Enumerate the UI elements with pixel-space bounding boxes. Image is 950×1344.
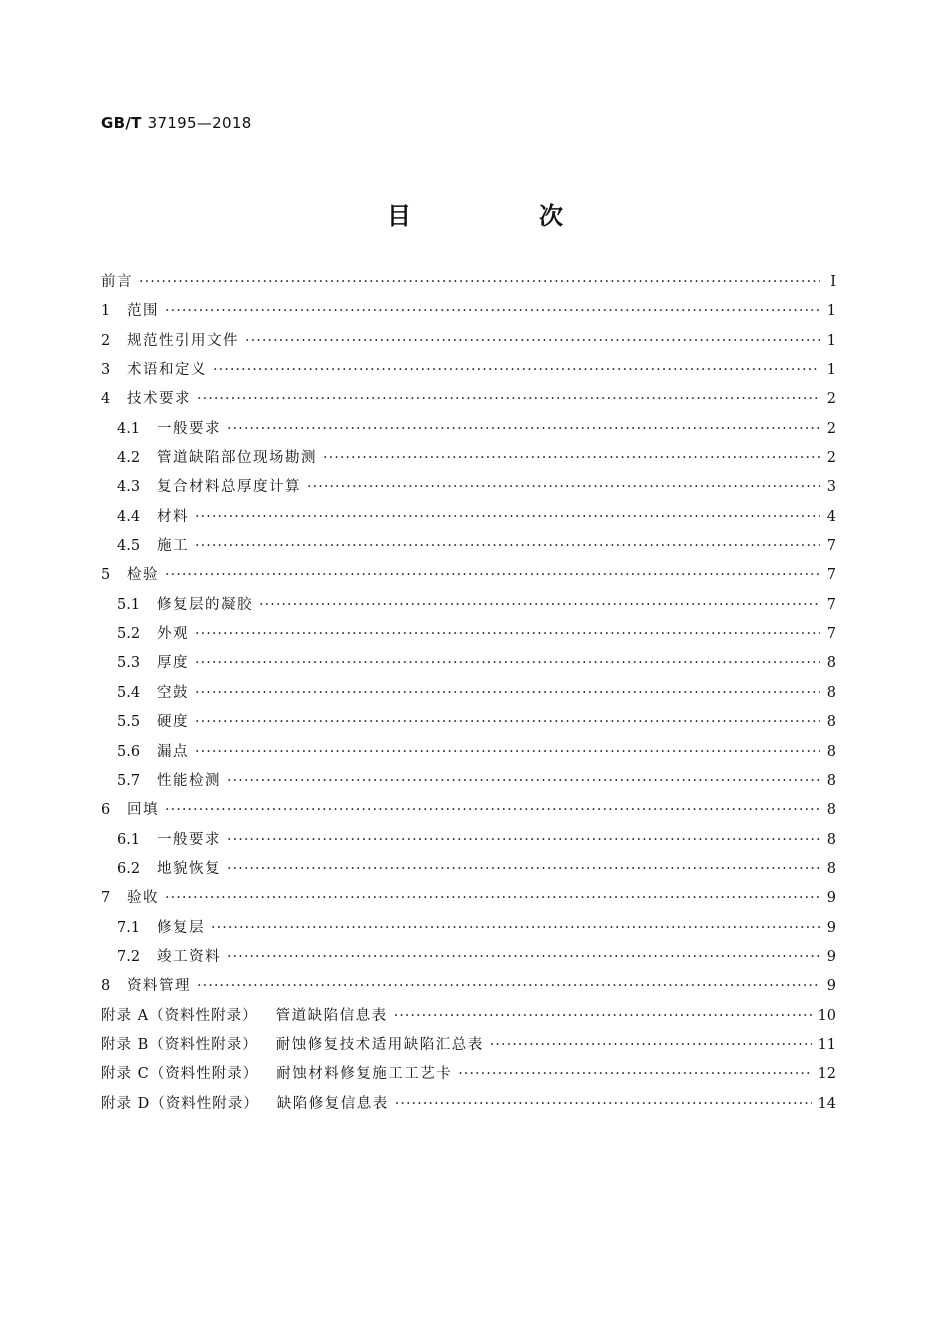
toc-entry-number: 5 — [101, 567, 111, 584]
toc-leader-dots — [227, 861, 820, 877]
toc-annex-entry[interactable] — [101, 1033, 836, 1062]
toc-leader-dots — [211, 920, 820, 936]
toc-entry[interactable] — [101, 886, 836, 915]
toc-entry-number: 3 — [101, 362, 111, 379]
toc-entry[interactable] — [101, 387, 836, 416]
toc-entry-number: 5.6 — [117, 743, 141, 760]
toc-entry[interactable] — [101, 798, 836, 827]
toc-leader-dots — [227, 832, 820, 848]
toc-entry[interactable] — [101, 916, 836, 945]
toc-leader-dots — [197, 978, 820, 994]
toc-entry[interactable] — [101, 593, 836, 622]
toc-entry-number: 1 — [101, 303, 111, 320]
annex-page: 10 — [817, 1007, 836, 1024]
toc-entry-label: 厚度 — [157, 655, 189, 672]
annex-title: 缺陷修复信息表 — [276, 1095, 389, 1112]
toc-entry[interactable] — [101, 710, 836, 739]
toc-entry-number: 7.1 — [117, 919, 141, 936]
toc-entry-page: 2 — [826, 420, 836, 437]
toc-entry-label: 竣工资料 — [157, 948, 221, 965]
toc-entry-number: 8 — [101, 978, 111, 995]
toc-entry-label: 复合材料总厚度计算 — [157, 479, 301, 496]
toc-entry-page: 8 — [826, 655, 836, 672]
toc-entry-page: 8 — [826, 860, 836, 877]
toc-entry-page: 7 — [826, 596, 836, 613]
toc-entry-page: I — [830, 274, 836, 290]
toc-entry-number: 6.1 — [117, 831, 141, 848]
toc-leader-dots — [213, 362, 820, 378]
annex-label: 附录 A（资料性附录） — [101, 1007, 258, 1024]
toc-entry-page: 1 — [826, 332, 836, 349]
toc-entry-page: 7 — [826, 626, 836, 643]
annex-page: 14 — [817, 1095, 836, 1112]
toc-entry-page: 8 — [826, 714, 836, 731]
toc-leader-dots — [195, 714, 820, 730]
toc-entry-label: 资料管理 — [127, 978, 191, 995]
toc-entry-label: 回填 — [127, 802, 159, 819]
toc-entry-label: 修复层的凝胶 — [157, 596, 253, 613]
toc-leader-dots — [307, 479, 820, 495]
toc-entry-label: 性能检测 — [157, 772, 221, 789]
toc-entry-label: 空鼓 — [157, 684, 189, 701]
toc-entry-page: 7 — [826, 538, 836, 555]
toc-entry[interactable] — [101, 475, 836, 504]
toc-entry-label: 前言 — [101, 274, 133, 290]
toc-leader-dots — [139, 274, 820, 290]
toc-entry-number: 2 — [101, 332, 111, 349]
toc-entry-page: 1 — [826, 362, 836, 379]
toc-entry-number: 5.7 — [117, 772, 141, 789]
toc-entry-page: 2 — [826, 391, 836, 408]
toc-heading: 目 次 — [387, 202, 615, 230]
toc-entry-number: 5.4 — [117, 684, 141, 701]
toc-entry-label: 术语和定义 — [127, 362, 207, 379]
toc-entry-page: 2 — [826, 450, 836, 467]
annex-title: 耐蚀材料修复施工工艺卡 — [276, 1066, 453, 1083]
toc-leader-dots — [165, 567, 820, 583]
toc-entry-number: 4.4 — [117, 508, 141, 525]
annex-label: 附录 D（资料性附录） — [101, 1095, 259, 1112]
toc-entry-label: 检验 — [127, 567, 159, 584]
toc-entry-label: 硬度 — [157, 714, 189, 731]
toc-entry-number: 7 — [101, 890, 111, 907]
toc-entry-page: 9 — [826, 890, 836, 907]
toc-entry[interactable] — [101, 329, 836, 358]
toc-annex-entry[interactable] — [101, 1062, 836, 1091]
toc-leader-dots — [245, 333, 820, 349]
toc-annex-entry[interactable] — [101, 1092, 836, 1121]
toc-leader-dots — [395, 1096, 812, 1112]
annex-label: 附录 B（资料性附录） — [101, 1036, 258, 1053]
toc-entry[interactable] — [101, 974, 836, 1003]
toc-entry[interactable] — [101, 563, 836, 592]
toc-leader-dots — [165, 890, 820, 906]
toc-entry-number: 6 — [101, 802, 111, 819]
toc-leader-dots — [195, 685, 820, 701]
toc-entry-page: 8 — [826, 831, 836, 848]
toc-leader-dots — [323, 450, 820, 466]
toc-entry-page: 8 — [826, 684, 836, 701]
annex-title: 耐蚀修复技术适用缺陷汇总表 — [275, 1036, 484, 1053]
toc-entry-number: 4.2 — [117, 450, 141, 467]
toc-entry[interactable] — [101, 857, 836, 886]
toc-entry[interactable] — [101, 740, 836, 769]
toc-entry-page: 8 — [826, 772, 836, 789]
annex-page: 11 — [817, 1036, 836, 1053]
toc-entry-page: 9 — [826, 948, 836, 965]
toc-entry-label: 漏点 — [157, 743, 189, 760]
toc-entry-label: 规范性引用文件 — [127, 332, 239, 349]
toc-leader-dots — [195, 626, 820, 642]
toc-entry-page: 3 — [826, 479, 836, 496]
annex-page: 12 — [817, 1066, 836, 1083]
toc-entry-label: 外观 — [157, 626, 189, 643]
toc-leader-dots — [195, 538, 820, 554]
toc-entry-number: 4 — [101, 391, 111, 408]
toc-entry-number: 5.5 — [117, 714, 141, 731]
toc-entry-label: 验收 — [127, 890, 159, 907]
toc-entry-number: 4.5 — [117, 538, 141, 555]
toc-leader-dots — [458, 1066, 811, 1082]
toc-entry-number: 5.2 — [117, 626, 141, 643]
toc-entry[interactable] — [101, 534, 836, 563]
toc-entry[interactable] — [101, 651, 836, 680]
annex-title: 管道缺陷信息表 — [275, 1007, 388, 1024]
toc-leader-dots — [195, 744, 820, 760]
toc-leader-dots — [197, 391, 820, 407]
toc-leader-dots — [165, 802, 820, 818]
toc-entry-number: 4.1 — [117, 420, 141, 437]
toc-entry-number: 4.3 — [117, 479, 141, 496]
toc-entry-page: 7 — [826, 567, 836, 584]
toc-entry[interactable] — [101, 299, 836, 328]
toc-entry-page: 9 — [826, 919, 836, 936]
toc-entry[interactable] — [101, 270, 836, 299]
toc-entry-number: 6.2 — [117, 860, 141, 877]
toc-entry[interactable] — [101, 828, 836, 857]
toc-entry-label: 管道缺陷部位现场勘测 — [157, 450, 317, 467]
toc-entry[interactable] — [101, 945, 836, 974]
toc-entry[interactable] — [101, 446, 836, 475]
toc-entry-page: 4 — [826, 508, 836, 525]
toc-leader-dots — [259, 597, 820, 613]
toc-entry-label: 材料 — [157, 508, 189, 525]
toc-entry[interactable] — [101, 681, 836, 710]
toc-entry-label: 一般要求 — [157, 831, 221, 848]
toc-leader-dots — [394, 1008, 812, 1024]
table-of-contents — [101, 270, 836, 1121]
toc-entry-label: 范围 — [127, 303, 159, 320]
toc-entry-label: 技术要求 — [127, 391, 191, 408]
toc-leader-dots — [195, 655, 820, 671]
toc-leader-dots — [490, 1037, 812, 1053]
document-prefix: GB/T — [101, 114, 142, 132]
toc-leader-dots — [195, 509, 820, 525]
toc-entry-page: 8 — [826, 743, 836, 760]
toc-leader-dots — [227, 773, 820, 789]
toc-entry[interactable] — [101, 358, 836, 387]
toc-entry-number: 5.3 — [117, 655, 141, 672]
toc-entry-page: 8 — [826, 802, 836, 819]
toc-entry-label: 地貌恢复 — [157, 860, 221, 877]
document-number — [101, 114, 252, 132]
toc-leader-dots — [165, 303, 820, 319]
toc-entry-number: 7.2 — [117, 948, 141, 965]
toc-leader-dots — [227, 421, 820, 437]
toc-leader-dots — [227, 949, 820, 965]
toc-entry-label: 一般要求 — [157, 420, 221, 437]
toc-entry[interactable] — [101, 417, 836, 446]
toc-entry[interactable] — [101, 505, 836, 534]
toc-entry-label: 修复层 — [157, 919, 205, 936]
toc-entry[interactable] — [101, 622, 836, 651]
toc-entry-number: 5.1 — [117, 596, 141, 613]
toc-entry-page: 1 — [826, 303, 836, 320]
toc-entry[interactable] — [101, 769, 836, 798]
toc-annex-entry[interactable] — [101, 1004, 836, 1033]
toc-entry-page: 9 — [826, 978, 836, 995]
toc-entry-label: 施工 — [157, 538, 189, 555]
document-code: 37195—2018 — [147, 114, 252, 132]
annex-label: 附录 C（资料性附录） — [101, 1066, 259, 1083]
